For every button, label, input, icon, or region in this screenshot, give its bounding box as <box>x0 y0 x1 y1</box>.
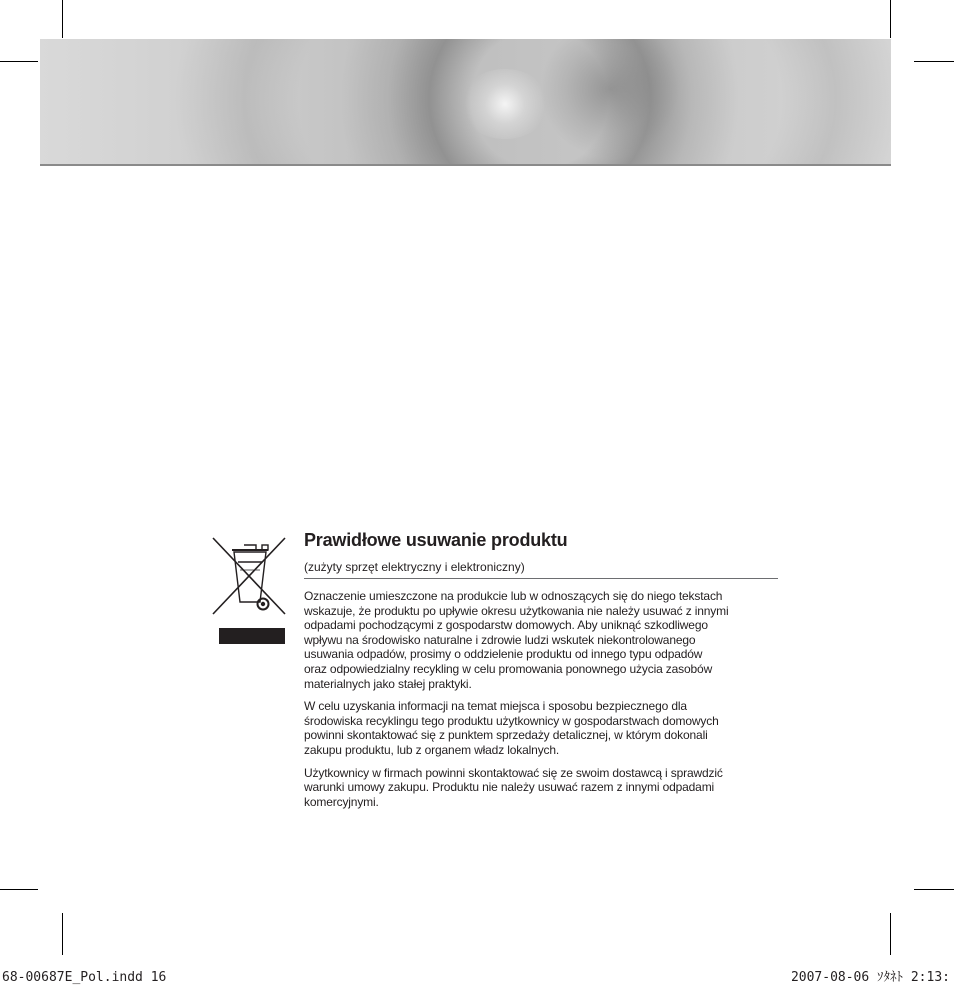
paragraph-line: W celu uzyskania informacji na temat miejsca i sposobu bezpiecznego dla <box>304 699 687 714</box>
header-banner-image <box>40 39 891 166</box>
paragraph-line: powinni skontaktować się z punktem sprzedaży detalicznej, w którym dokonali <box>304 728 708 743</box>
print-slug-filename: 68-00687E_Pol.indd 16 <box>2 970 167 985</box>
crop-mark-bottom-left-horizontal <box>0 889 38 890</box>
paragraph-line: środowiska recyklingu tego produktu użytkownicy w gospodarstwach domowych <box>304 713 719 728</box>
crossed-out-wheelie-bin-icon <box>210 532 288 616</box>
paragraph-line: usuwania odpadów, prosimy o oddzielenie produktu od innego typu odpadów <box>304 647 703 662</box>
paragraph-line: warunki umowy zakupu. Produktu nie należy usuwać razem z innymi odpadami <box>304 780 715 795</box>
separate-collection-bar <box>219 628 285 644</box>
crop-mark-bottom-right-vertical <box>890 913 891 955</box>
paragraph-line: wpływu na środowisko naturalne i zdrowie ludzi wskutek niekontrolowanego <box>304 632 696 647</box>
notice-paragraph <box>304 699 778 757</box>
notice-title: Prawidłowe usuwanie produktu <box>304 530 568 550</box>
crop-mark-top-right-horizontal <box>914 61 954 62</box>
paragraph-line: zakupu produktu, lub z organem władz lokalnych. <box>304 742 560 757</box>
crop-mark-bottom-right-horizontal <box>914 889 954 890</box>
notice-subtitle: (zużyty sprzęt elektryczny i elektroniczny) <box>304 560 778 579</box>
print-slug-timestamp: 2007-08-06 ｿﾀﾈﾄ 2:13: <box>790 970 950 985</box>
paragraph-line: Użytkownicy w firmach powinni skontaktować się ze swoim dostawcą i sprawdzić <box>304 765 723 780</box>
crop-mark-top-left-vertical <box>62 0 63 38</box>
crop-mark-bottom-left-vertical <box>62 913 63 955</box>
disposal-notice <box>210 528 780 828</box>
crop-mark-top-left-horizontal <box>0 61 38 62</box>
lens-outer-ring <box>160 39 891 166</box>
notice-text-column <box>304 528 778 809</box>
notice-paragraph <box>304 766 778 810</box>
paragraph-line: materialnych jako stałej praktyki. <box>304 676 472 691</box>
paragraph-line: oraz odpowiedzialny recykling w celu promowania ponownego użycia zasobów <box>304 661 713 676</box>
notice-paragraph <box>304 589 778 691</box>
crop-mark-top-right-vertical <box>890 0 891 38</box>
paragraph-line: wskazuje, że produktu po upływie okresu użytkowania nie należy usuwać z innymi <box>304 603 729 618</box>
paragraph-line: komercyjnymi. <box>304 794 379 809</box>
paragraph-line: odpadami pochodzącymi z gospodarstw domowych. Aby uniknąć szkodliwego <box>304 618 708 633</box>
paragraph-line: Oznaczenie umieszczone na produkcie lub w odnoszących się do niego tekstach <box>304 589 723 603</box>
